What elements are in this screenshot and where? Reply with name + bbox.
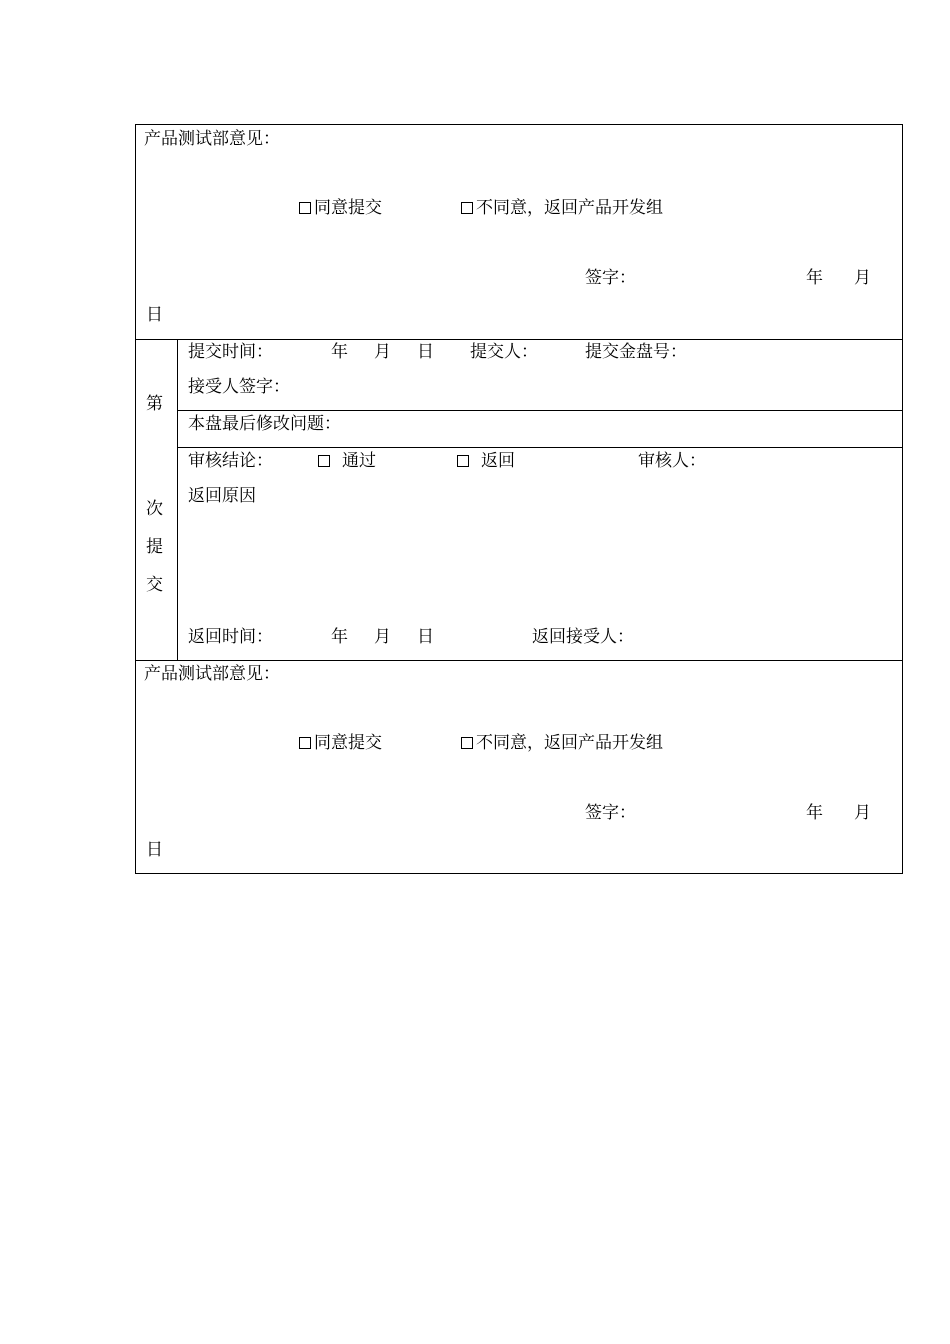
return-checkbox[interactable] xyxy=(457,455,469,467)
inner-divider-1 xyxy=(177,410,903,411)
side-label-di: 第 xyxy=(146,394,163,414)
row-divider-top xyxy=(135,339,903,340)
disagree-option-top[interactable] xyxy=(461,198,663,218)
return-option[interactable] xyxy=(457,451,515,471)
return-month-label: 月 xyxy=(374,627,391,647)
return-reason-label: 返回原因 xyxy=(188,486,256,506)
last-changes-label: 本盘最后修改问题： xyxy=(188,414,341,434)
submit-month-label: 月 xyxy=(374,342,391,362)
disk-number-label: 提交金盘号： xyxy=(585,342,687,362)
disagree-label-bottom: 不同意，返回产品开发组 xyxy=(476,733,663,753)
reviewer-label: 审核人： xyxy=(638,451,706,471)
year-label-top: 年 xyxy=(806,268,823,288)
pass-label: 通过 xyxy=(342,451,376,471)
agree-checkbox-bottom[interactable] xyxy=(299,737,311,749)
return-day-label: 日 xyxy=(417,627,434,647)
return-receiver-label: 返回接受人： xyxy=(532,627,634,647)
pass-option[interactable] xyxy=(318,451,376,471)
month-label-bottom: 月 xyxy=(854,803,871,823)
submit-time-label: 提交时间： xyxy=(188,342,273,362)
agree-option-top[interactable] xyxy=(299,198,382,218)
disagree-option-bottom[interactable] xyxy=(461,733,663,753)
sign-label-bottom: 签字： xyxy=(585,803,636,823)
pass-checkbox[interactable] xyxy=(318,455,330,467)
receiver-sign-label: 接受人签字： xyxy=(188,377,290,397)
agree-label-top: 同意提交 xyxy=(314,198,382,218)
side-column-divider xyxy=(177,339,178,660)
side-label-jiao: 交 xyxy=(146,575,163,595)
side-label-ti: 提 xyxy=(146,537,163,557)
month-label-top: 月 xyxy=(854,268,871,288)
opinion-title-bottom: 产品测试部意见： xyxy=(144,664,280,684)
return-label: 返回 xyxy=(481,451,515,471)
submitter-label: 提交人： xyxy=(470,342,538,362)
agree-checkbox-top[interactable] xyxy=(299,202,311,214)
return-year-label: 年 xyxy=(331,627,348,647)
agree-option-bottom[interactable] xyxy=(299,733,382,753)
sign-label-top: 签字： xyxy=(585,268,636,288)
opinion-title-top: 产品测试部意见： xyxy=(144,129,280,149)
disagree-checkbox-top[interactable] xyxy=(461,202,473,214)
review-conclusion-label: 审核结论： xyxy=(188,451,273,471)
submit-day-label: 日 xyxy=(417,342,434,362)
return-time-label: 返回时间： xyxy=(188,627,273,647)
day-label-top: 日 xyxy=(146,305,163,325)
year-label-bottom: 年 xyxy=(806,803,823,823)
inner-divider-2 xyxy=(177,447,903,448)
day-label-bottom: 日 xyxy=(146,840,163,860)
row-divider-bottom xyxy=(135,660,903,661)
submit-year-label: 年 xyxy=(331,342,348,362)
side-label-ci: 次 xyxy=(146,499,163,519)
disagree-checkbox-bottom[interactable] xyxy=(461,737,473,749)
agree-label-bottom: 同意提交 xyxy=(314,733,382,753)
disagree-label-top: 不同意，返回产品开发组 xyxy=(476,198,663,218)
